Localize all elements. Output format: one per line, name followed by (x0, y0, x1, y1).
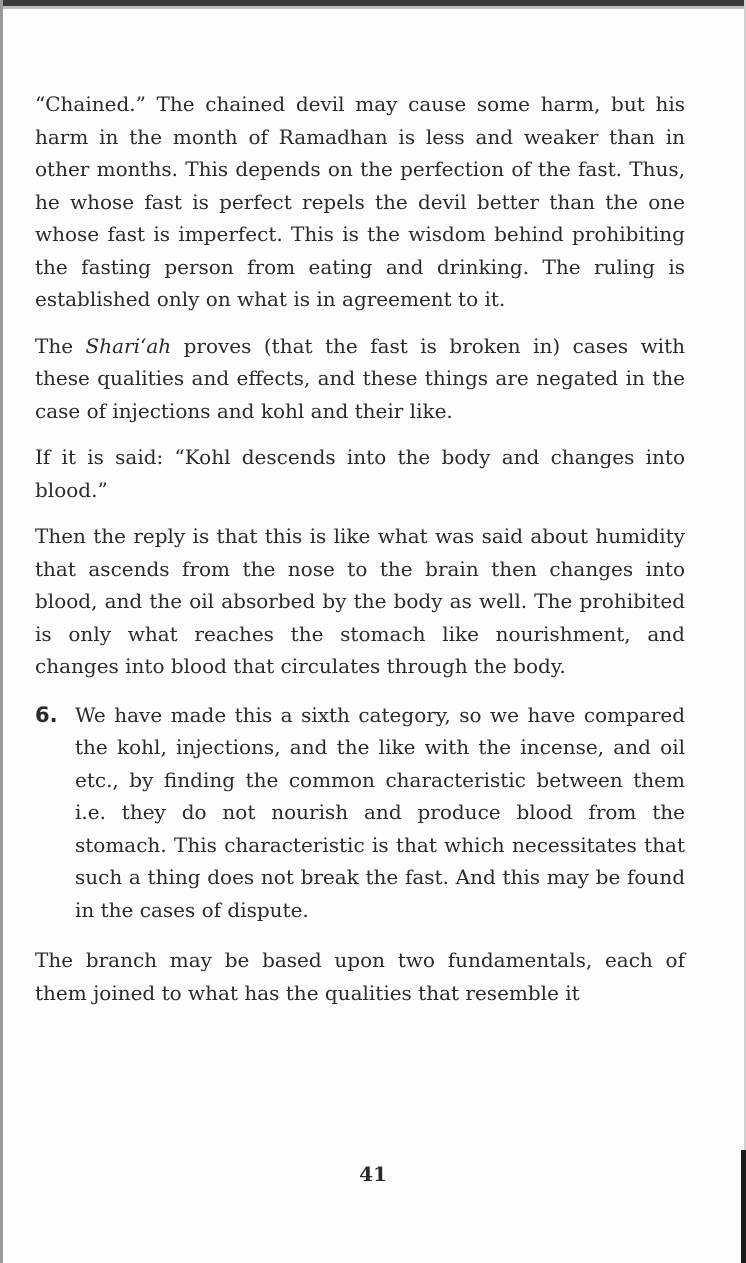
paragraph-kohl-question: If it is said: “Kohl descends into the body and changes into blood.” (35, 445, 685, 502)
paragraph-shariah (35, 330, 685, 428)
page-edge-left (0, 0, 3, 1263)
item-number: 6. (35, 702, 58, 727)
item-text: We have made this a sixth category, so we have compared the kohl, injections, and the like with the incense, and oil etc., by finding the common characteristic between them i.e. they do not nourish and produce blood from the stomach. This characteristic is that which necessitates that such a thing does not break the fast. And this may be found in the cases of dispute. (75, 702, 685, 922)
paragraph-reply: Then the reply is that this is like what was said about humidity that ascends from the nose to the brain then changes into blood, and the oil absorbed by the body as well. The prohibited is only what reaches the stomach like nourishment, and changes into blood that circulates through the body. (35, 524, 685, 678)
term-shariah: Shari‘ah (85, 333, 172, 358)
numbered-item-6 (35, 699, 685, 927)
paragraph-branch: The branch may be based upon two fundamentals, each of them joined to what has the qualities that resemble it (35, 948, 685, 1005)
paragraph-shariah-rest: proves (that the fast is broken in) cases with these qualities and effects, and these things are negated in the case of injections and kohl and their like. (35, 333, 685, 423)
paragraph-chained: “Chained.” The chained devil may cause some harm, but his harm in the month of Ramadhan is less and weaker than in other months. This depends on the perfection of the fast. Thus, he whose fast is perfect repels the devil better than the one whose fast is imperfect. This is the wisdom behind prohibiting the fasting person from eating and drinking. The ruling is established only on what is in agreement to it. (35, 92, 685, 311)
paragraph-shariah-start: The (35, 333, 86, 358)
page-body (35, 88, 685, 1023)
page-edge-shadow (0, 6, 746, 9)
page-number: 41 (359, 1162, 387, 1186)
